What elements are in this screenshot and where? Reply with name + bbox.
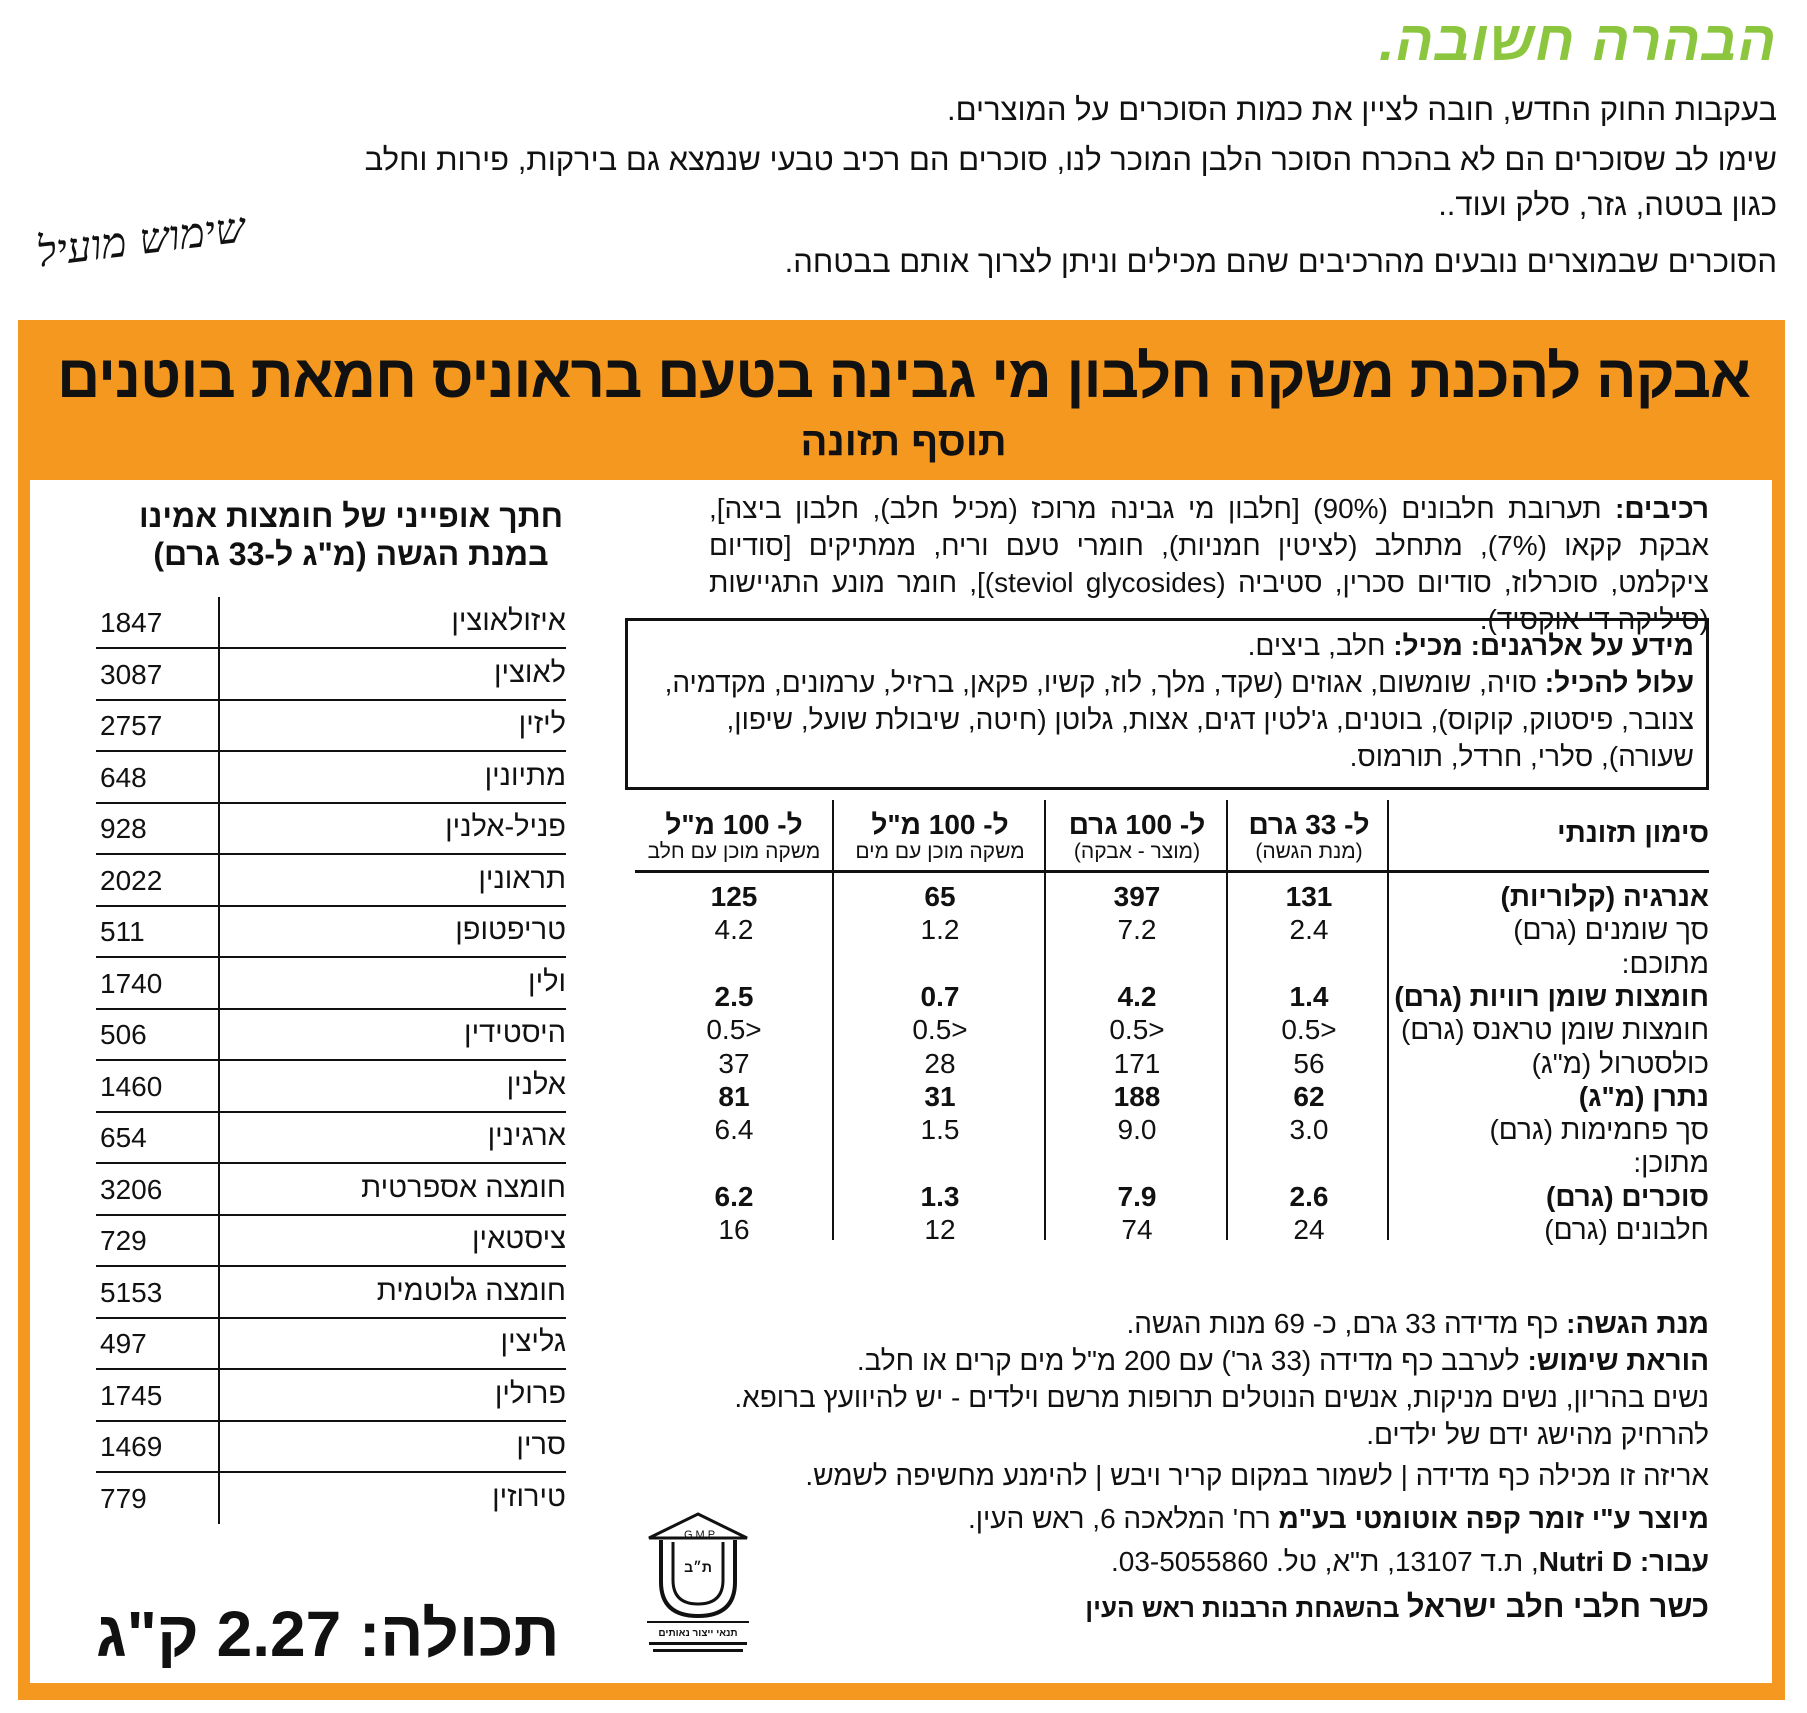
nutrition-value: 2.6 [1289, 1180, 1329, 1212]
allergen-contains-label: מידע על אלרגנים: מכיל: [1393, 630, 1694, 661]
amino-row [96, 1267, 566, 1319]
amino-value: 654 [100, 1122, 147, 1153]
amino-value: 2757 [100, 710, 163, 741]
nutrition-value: 62 [1293, 1080, 1325, 1112]
gmp-seal [643, 1510, 753, 1660]
nutrition-value: 56 [1293, 1047, 1325, 1079]
nutrition-value: 2.5 [714, 980, 754, 1012]
amino-name: אלנין [506, 1068, 566, 1101]
nutrition-value: 0.7 [920, 980, 960, 1012]
nutrition-row-label: סך שומנים (גרם) [1513, 914, 1709, 946]
col-head-100ml-water: ל- 100 מ"ל משקה מוכן עם מים [855, 809, 1025, 863]
producer-label: מיוצר ע"י זומר קפה אוטומטי בע"מ [1278, 1503, 1709, 1534]
amino-value: 5153 [100, 1276, 163, 1308]
notice-line-3: כגון בטטה, גזר, סלק ועוד.. [1438, 187, 1777, 222]
amino-row [96, 1061, 566, 1113]
nutrition-value: <0.5 [1109, 1014, 1165, 1046]
nutrition-row-label: חלבונים (גרם) [1544, 1214, 1709, 1245]
nutrition-value: 1.3 [920, 1180, 960, 1212]
amino-row [96, 1318, 566, 1370]
table-header-divider [635, 870, 1709, 873]
amino-value: 779 [100, 1482, 147, 1514]
notice-title: הבהרה חשובה. [1379, 9, 1777, 72]
nutrition-value: 1.4 [1289, 980, 1329, 1012]
amino-column-divider [218, 597, 220, 1524]
serving-text: כף מדידה 33 גרם, כ- 69 מנות הגשה. [1126, 1308, 1567, 1339]
amino-value: 928 [100, 813, 147, 844]
product-info [625, 1305, 1709, 1627]
amino-value: 1847 [100, 607, 163, 638]
gmp-seal-icon [643, 1510, 753, 1660]
amino-title: חתך אופייני של חומצות אמינו במנת הגשה (מ"ג ל-33 גרם) [138, 498, 564, 572]
amino-row [96, 1421, 566, 1473]
nutrition-value: 131 [1285, 881, 1333, 912]
kosher-label: כשר חלבי חלב ישראל [1406, 1589, 1709, 1624]
amino-row [96, 803, 566, 855]
amino-name: מתיונין [484, 759, 566, 792]
col-head-100ml-milk: ל- 100 מ"ל משקה מוכן עם חלב [647, 809, 821, 863]
amino-value: 1740 [100, 967, 163, 999]
nutrition-value: 6.4 [714, 1114, 754, 1146]
amino-name: ליזין [518, 708, 566, 740]
amino-name: פרולין [494, 1377, 566, 1410]
amino-name: תראונין [478, 862, 566, 895]
amino-name: חומצה גלוטמית [376, 1274, 566, 1307]
nutrition-value: <0.5 [706, 1014, 762, 1046]
amino-value: 3206 [100, 1173, 163, 1205]
nutrition-row-label: מתוכן: [1633, 1147, 1709, 1179]
nutrition-table [635, 800, 1709, 1245]
amino-row [96, 1009, 566, 1061]
net-contents: תכולה: 2.27 ק"ג [96, 1598, 560, 1670]
amino-row [96, 649, 566, 701]
col-head-100g: ל- 100 גרם (מוצר - אבקה) [1068, 809, 1206, 863]
amino-name: סרין [516, 1429, 566, 1461]
nutrition-value: 3.0 [1289, 1114, 1329, 1146]
gmp-caption: תנאי ייצור נאותים [658, 1628, 738, 1639]
nutrition-value: 28 [924, 1047, 956, 1079]
allergen-may-contain-label: עלול להכיל: [1544, 667, 1694, 698]
ingredients-label: רכיבים: [1615, 493, 1709, 524]
warning-2: להרחיק מהישג ידם של ילדים. [1366, 1419, 1709, 1450]
nutrition-value: 171 [1113, 1047, 1161, 1079]
amino-value: 497 [100, 1328, 147, 1359]
amino-row [96, 1112, 566, 1164]
allergen-box [625, 618, 1709, 790]
amino-name: איזולאוצין [451, 605, 566, 637]
nutrition-row-label: מתוכם: [1621, 947, 1709, 979]
nutrition-value: 16 [718, 1214, 750, 1245]
warning-1: נשים בהריון, נשים מניקות, אנשים הנוטלים תרופות מרשם וילדים - יש להיוועץ ברופא. [734, 1382, 1709, 1413]
nutrition-value: 74 [1121, 1214, 1153, 1245]
nutrition-row-label: סוכרים (גרם) [1546, 1180, 1709, 1212]
nutrition-value: 125 [710, 881, 758, 912]
amino-row [96, 906, 566, 958]
notice-line-4: הסוכרים שבמוצרים נובעים מהרכיבים שהם מכילים וניתן לצרוך אותם בבטחה. [784, 244, 1777, 279]
amino-value: 3087 [100, 658, 163, 690]
nutrition-value: 1.5 [920, 1114, 960, 1146]
nutrition-value: 37 [718, 1047, 750, 1079]
nutrition-row-label: סך פחמימות (גרם) [1489, 1114, 1709, 1146]
amino-row [96, 855, 566, 907]
nutrition-row-label: כולסטרול (מ"ג) [1531, 1047, 1709, 1079]
amino-row [96, 1473, 566, 1525]
amino-row [96, 958, 566, 1010]
amino-value: 506 [100, 1019, 147, 1050]
amino-value: 648 [100, 761, 147, 793]
nutrition-row-label: חומצות שומן טראנס (גרם) [1400, 1014, 1709, 1046]
distributor-label: עבור: Nutri D [1538, 1546, 1709, 1577]
allergen-contains-text: חלב, ביצים. [1247, 630, 1394, 661]
nutrition-value: 24 [1293, 1214, 1325, 1245]
amino-value: 511 [100, 916, 145, 947]
amino-name: גליצין [500, 1326, 566, 1358]
nutrition-value: 31 [924, 1080, 956, 1112]
nutrition-value: 7.9 [1117, 1180, 1157, 1212]
col-head-33g: ל- 33 גרם (מנת הגשה) [1248, 809, 1370, 863]
amino-name: היסטידין [464, 1017, 566, 1049]
nutrition-value: 6.2 [714, 1180, 754, 1212]
nutrition-value: <0.5 [912, 1014, 968, 1046]
amino-name: טירוזין [492, 1480, 566, 1513]
distributor-text: , ת.ד 13107, ת"א, טל. 03-5055860. [1110, 1546, 1539, 1577]
kosher-text: בהשגחת הרבנות ראש העין [1085, 1593, 1407, 1623]
nutrition-row-label: חומצות שומן רוויות (גרם) [1394, 980, 1709, 1012]
nutrition-value: 9.0 [1117, 1114, 1157, 1146]
amino-name: ארגינין [487, 1120, 566, 1152]
gmp-top-text: G.M.P. [680, 1529, 716, 1541]
amino-name: ולין [528, 965, 566, 998]
amino-row [96, 597, 566, 649]
amino-value: 2022 [100, 864, 163, 896]
notice-line-2: שימו לב שסוכרים הם לא בהכרח הסוכר הלבן המוכר לנו, סוכרים הם רכיב טבעי שנמצא גם בירקות, פירות וחלב [364, 142, 1777, 177]
ingredients [709, 490, 1709, 638]
nutrition-value: 188 [1113, 1080, 1161, 1112]
ingredients-text: תערובת חלבונים (90%) [חלבון מי גבינה מרוכז (מכיל חלב), חלבון ביצה], אבקת קקאו (7%), מתחלב (לציטין חמניות), חומרי טעם וריח, ממתיקים [סודיום ציקלמט, סוכרלוז, סודיום סכרין, סטיביה (steviol glycosides)], חומר מונע התגיישות (סיליקה די אוקסיד). [709, 493, 1709, 635]
product-title: אבקה להכנת משקה חלבון מי גבינה בטעם בראוניס חמאת בוטנים [57, 343, 1750, 410]
amino-name: ציסטאין [472, 1223, 566, 1255]
amino-value: 1460 [100, 1070, 163, 1102]
amino-name: לאוצין [494, 656, 566, 689]
allergen-may-contain-text: סויה, שומשום, אגוזים (שקד, מלך, לוז, קשיו, פקאן, ברזיל, ערמונים, מקדמיה, צנובר, פיסטוק, קוקוס), בוטנים, ג'לטין דגים, אצות, גלוטן (חיטה, שיבולת שועל, שיפון, שעורה), סלרי, חרדל, תורמוס. [664, 667, 1694, 772]
amino-value: 1745 [100, 1379, 163, 1411]
amino-name: טריפטופן [455, 914, 566, 946]
serving-label: מנת הגשה: [1566, 1308, 1709, 1339]
amino-value: 729 [100, 1225, 147, 1256]
nutrition-value: 2.4 [1289, 914, 1329, 946]
signature: שימוש מועיל [33, 202, 248, 277]
amino-row [96, 1215, 566, 1267]
nutrition-value: <0.5 [1281, 1014, 1337, 1046]
amino-row [96, 1164, 566, 1216]
nutrition-value: 81 [718, 1080, 750, 1112]
nutrition-value: 1.2 [920, 914, 960, 946]
nutrition-value: 397 [1113, 881, 1161, 912]
amino-name: פניל-אלנין [445, 811, 566, 843]
nutrition-row-label: נתרן (מ"ג) [1578, 1080, 1709, 1112]
amino-row [96, 1370, 566, 1422]
amino-value: 1469 [100, 1431, 163, 1462]
nutrition-value: 4.2 [1117, 980, 1157, 1012]
usage-label: הוראת שימוש: [1527, 1345, 1709, 1376]
producer-text: רח' המלאכה 6, ראש העין. [967, 1503, 1279, 1534]
usage-text: לערבב כף מדידה (33 גר') עם 200 מ"ל מים קרים או חלב. [856, 1345, 1528, 1376]
package-note: אריזה זו מכילה כף מדידה | לשמור במקום קריר ויבש | להימנע מחשיפה לשמש. [805, 1460, 1709, 1491]
amino-row [96, 752, 566, 804]
amino-row [96, 700, 566, 752]
nutrition-header-label: סימון תזונתי [1557, 817, 1709, 848]
nutrition-row-label: אנרגיה (קלוריות) [1500, 881, 1709, 912]
nutrition-value: 65 [924, 881, 956, 912]
amino-name: חומצה אספרטית [361, 1171, 566, 1204]
nutrition-value: 12 [924, 1214, 956, 1245]
nutrition-value: 4.2 [714, 914, 754, 946]
notice-line-1: בעקבות החוק החדש, חובה לציין את כמות הסוכרים על המוצרים. [947, 92, 1777, 127]
product-subtitle: תוסף תזונה [800, 420, 1007, 464]
nutrition-value: 7.2 [1117, 914, 1157, 946]
gmp-mid-text: ת״ב [684, 1559, 712, 1575]
